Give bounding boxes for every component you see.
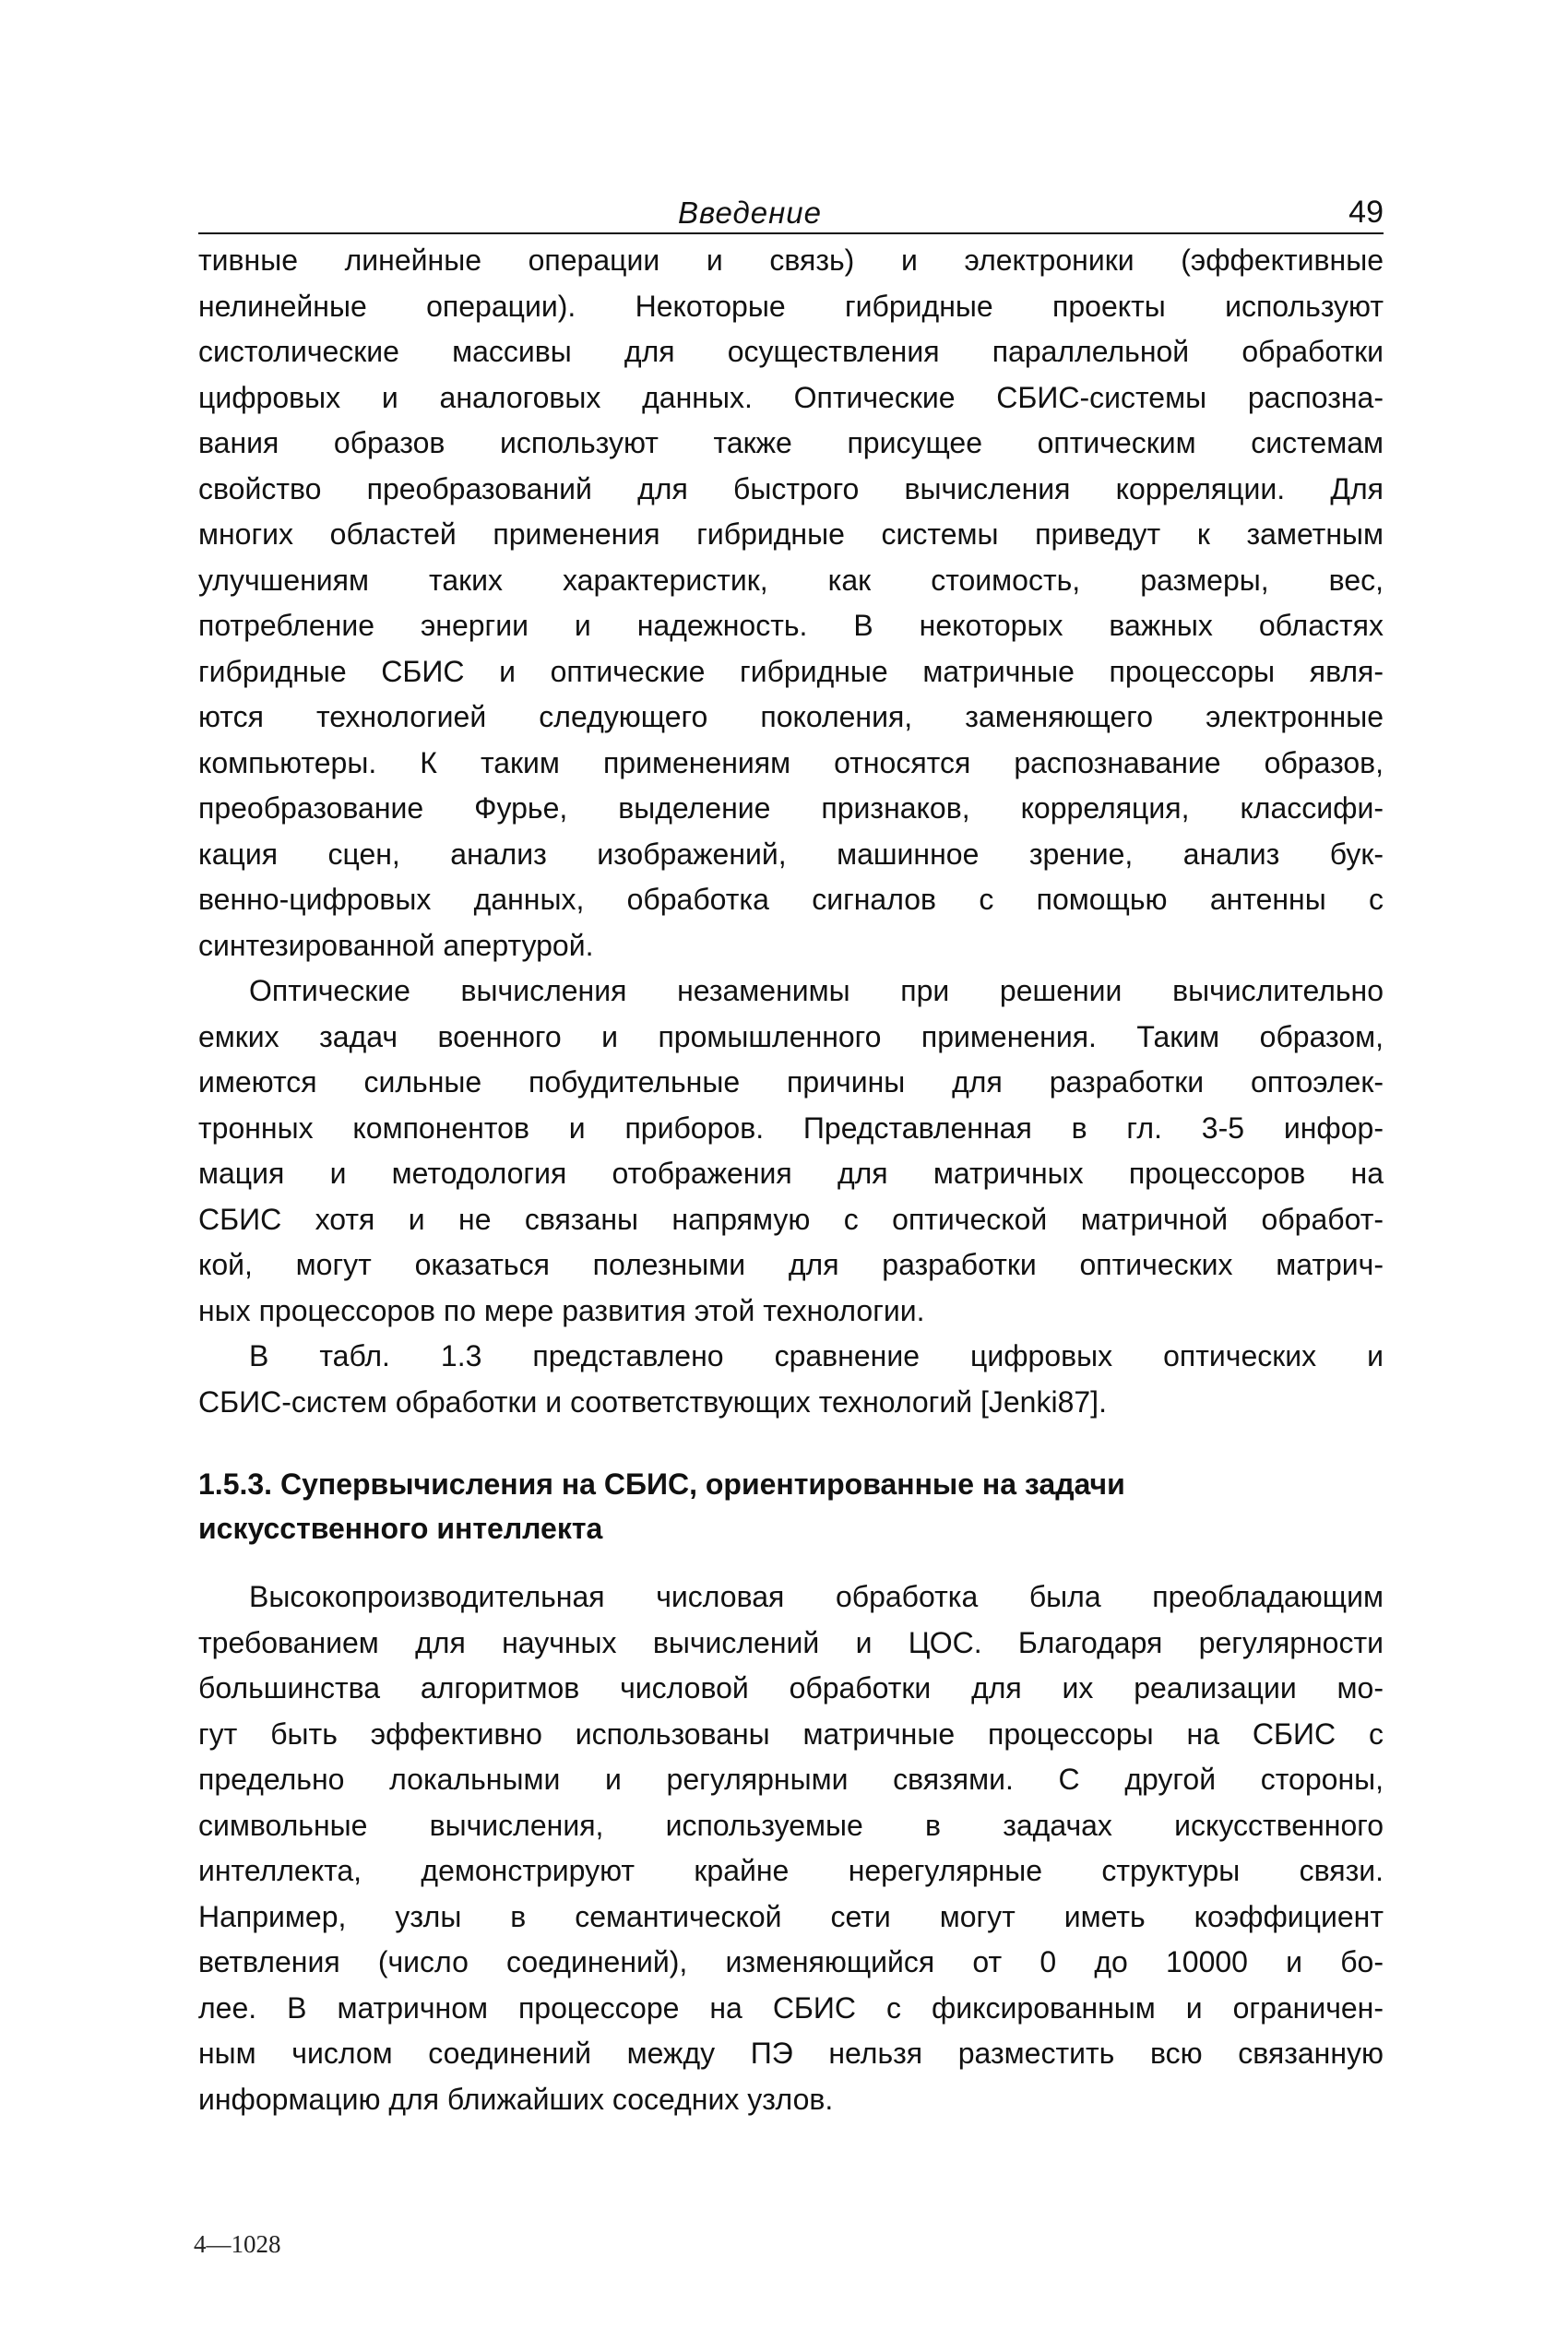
text-line: тивные линейные операции и связь) и электроники (эффективные	[198, 244, 1384, 277]
section-heading-line: искусственного интеллекта	[198, 1512, 603, 1545]
text-line: улучшениям таких характеристик, как стоимость, размеры, вес,	[198, 563, 1384, 597]
text-line: предельно локальными и регулярными связями. С другой стороны,	[198, 1763, 1384, 1796]
text-line: Например, узлы в семантической сети могут иметь коэффициент	[198, 1899, 1384, 1933]
text-line: цифровых и аналоговых данных. Оптические СБИС-системы распозна-	[198, 380, 1384, 414]
text-line: компьютеры. К таким применениям относятся распознавание образов,	[198, 745, 1384, 779]
signature-code: 4—1028	[194, 2230, 281, 2258]
text-line: многих областей применения гибридные системы приведут к заметным	[198, 517, 1384, 551]
text-line: СБИС хотя и не связаны напрямую с оптической матричной обработ-	[198, 1202, 1384, 1236]
text-line: систолические массивы для осуществления параллельной обработки	[198, 335, 1384, 368]
text-line: мация и методология отображения для матричных процессоров на	[198, 1157, 1384, 1190]
running-title: Введение	[678, 196, 822, 230]
text-line: тронных компонентов и приборов. Представленная в гл. 3-5 инфор-	[198, 1111, 1384, 1145]
running-header	[198, 184, 1384, 234]
text-line: ветвления (число соединений), изменяющийся от 0 до 10000 и бо-	[198, 1945, 1384, 1978]
book-page	[198, 184, 1384, 2122]
text-line: нелинейные операции). Некоторые гибридные проекты используют	[198, 289, 1384, 323]
text-line: кой, могут оказаться полезными для разработки оптических матрич-	[198, 1248, 1384, 1281]
text-line: емких задач военного и промышленного применения. Таким образом,	[198, 1019, 1384, 1053]
text-line: ных процессоров по мере развития этой технологии.	[198, 1293, 925, 1327]
text-line: требованием для научных вычислений и ЦОС. Благодаря регулярности	[198, 1625, 1384, 1659]
text-line: СБИС-систем обработки и соответствующих технологий [Jenki87].	[198, 1384, 1107, 1419]
text-line: лее. В матричном процессоре на СБИС с фиксированным и ограничен-	[198, 1990, 1384, 2025]
section-heading-line: 1.5.3. Супервычисления на СБИС, ориентированные на задачи	[198, 1467, 1125, 1501]
text-line: преобразование Фурье, выделение признаков, корреляция, классифи-	[198, 791, 1384, 825]
text-line: синтезированной апертурой.	[198, 928, 594, 962]
text-line: ются технологией следующего поколения, заменяющего электронные	[198, 700, 1384, 733]
page-number: 49	[1348, 195, 1384, 230]
text-line: В табл. 1.3 представлено сравнение цифровых оптических и	[249, 1339, 1384, 1372]
text-line: потребление энергии и надежность. В некоторых важных областях	[198, 609, 1384, 642]
text-line: свойство преобразований для быстрого вычисления корреляции. Для	[198, 471, 1384, 505]
paragraph-1	[198, 238, 1384, 968]
text-line: Высокопроизводительная числовая обработка была преобладающим	[249, 1580, 1384, 1613]
text-line: большинства алгоритмов числовой обработки для их реализации мо-	[198, 1671, 1384, 1705]
paragraph-4	[198, 1574, 1384, 2122]
text-line: вания образов используют также присущее оптическим системам	[198, 426, 1384, 459]
text-line: кация сцен, анализ изображений, машинное зрение, анализ бук-	[198, 837, 1384, 871]
paragraph-2	[198, 968, 1384, 1334]
text-line: гут быть эффективно использованы матричные процессоры на СБИС с	[198, 1716, 1384, 1751]
text-line: символьные вычисления, используемые в задачах искусственного	[198, 1808, 1384, 1842]
section-heading	[198, 1462, 1384, 1550]
text-line: ным числом соединений между ПЭ нельзя разместить всю связанную	[198, 2037, 1384, 2070]
text-line: Оптические вычисления незаменимы при решении вычислительно	[249, 974, 1384, 1007]
text-line: венно-цифровых данных, обработка сигналов с помощью антенны с	[198, 883, 1384, 916]
text-line: информацию для ближайших соседних узлов.	[198, 2082, 834, 2116]
text-line: имеются сильные побудительные причины для разработки оптоэлек-	[198, 1065, 1384, 1099]
text-line: интеллекта, демонстрируют крайне нерегулярные структуры связи.	[198, 1854, 1384, 1887]
paragraph-3	[198, 1334, 1384, 1425]
text-line: гибридные СБИС и оптические гибридные матричные процессоры явля-	[198, 654, 1384, 688]
